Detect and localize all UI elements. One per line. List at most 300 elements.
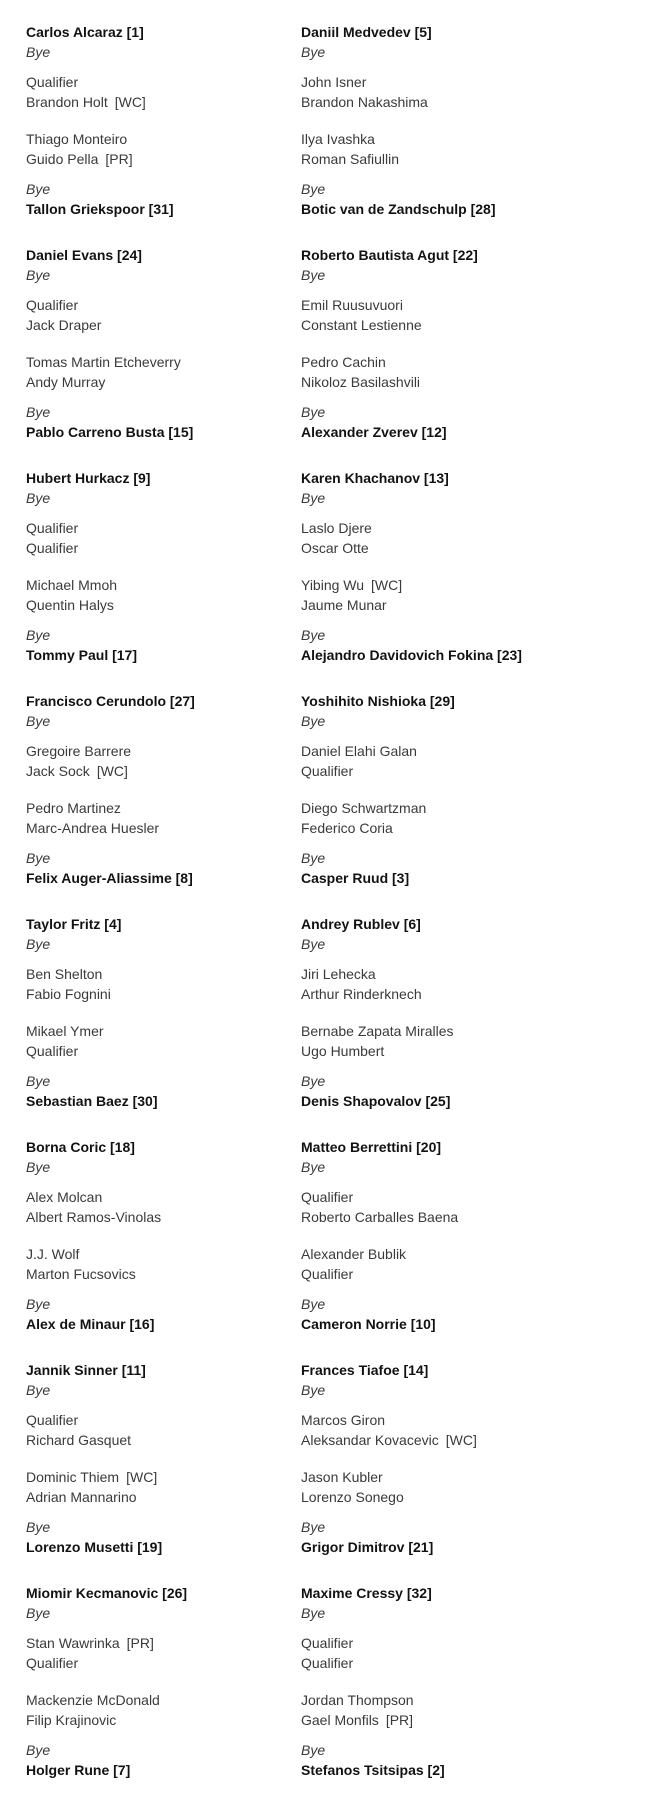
match-pair	[26, 1244, 301, 1284]
bye-label	[301, 1071, 576, 1091]
player-name	[26, 741, 301, 761]
match-pair	[301, 295, 576, 335]
match-pair	[301, 1517, 576, 1557]
entry-text: Richard Gasquet	[26, 1432, 132, 1448]
entry-text: Bye	[301, 627, 326, 643]
match-pair	[26, 798, 301, 838]
entry-text: Lorenzo Musetti [19]	[26, 1539, 163, 1555]
seed-player-name	[26, 1360, 301, 1380]
match-pair	[301, 245, 576, 285]
entry-text: Alex de Minaur [16]	[26, 1316, 155, 1332]
match-pair	[26, 1633, 301, 1673]
entry-text: Alexander Bublik	[301, 1246, 407, 1262]
entry-text: Marton Fucsovics	[26, 1266, 136, 1282]
draw-section	[301, 1137, 576, 1334]
entry-text: Carlos Alcaraz [1]	[26, 24, 144, 40]
player-name	[26, 818, 301, 838]
entry-text: Hubert Hurkacz [9]	[26, 470, 151, 486]
entry-text: Laslo Djere	[301, 520, 372, 536]
entry-text: Guido Pella	[26, 151, 99, 167]
entry-text: Bye	[26, 404, 51, 420]
player-name	[301, 1633, 576, 1653]
entry-text: Adrian Mannarino	[26, 1489, 137, 1505]
seed-player-name	[26, 468, 301, 488]
entry-text: Cameron Norrie [10]	[301, 1316, 436, 1332]
entry-text: Nikoloz Basilashvili	[301, 374, 421, 390]
entry-text: Bye	[26, 1742, 51, 1758]
entry-text: Bye	[26, 1073, 51, 1089]
bye-label	[26, 1603, 301, 1623]
player-name	[301, 818, 576, 838]
player-name	[301, 1041, 576, 1061]
entry-text: Stefanos Tsitsipas [2]	[301, 1762, 445, 1778]
entry-text: Aleksandar Kovacevic	[301, 1432, 439, 1448]
player-name	[301, 1467, 576, 1487]
entry-text: Daniel Evans [24]	[26, 247, 142, 263]
match-pair	[26, 1517, 301, 1557]
match-pair	[301, 1740, 576, 1780]
match-pair	[26, 179, 301, 219]
entry-text: Diego Schwartzman	[301, 800, 427, 816]
match-pair	[301, 129, 576, 169]
bye-label	[26, 934, 301, 954]
entry-text: Qualifier	[26, 297, 79, 313]
entry-text: Bye	[301, 1605, 326, 1621]
entry-text: Qualifier	[301, 763, 354, 779]
player-name	[26, 352, 301, 372]
entry-text: Qualifier	[301, 1635, 354, 1651]
entry-text: John Isner	[301, 74, 367, 90]
player-name	[301, 575, 576, 595]
entry-text: Qualifier	[301, 1266, 354, 1282]
entry-text: Jannik Sinner [11]	[26, 1362, 146, 1378]
player-name	[301, 964, 576, 984]
player-name	[301, 984, 576, 1004]
seed-player-name	[26, 1583, 301, 1603]
match-pair	[26, 741, 301, 781]
draw-section	[26, 22, 301, 219]
player-name	[26, 1430, 301, 1450]
match-pair	[26, 1740, 301, 1780]
entry-status-tag: [PR]	[105, 151, 133, 167]
seed-player-name	[301, 1091, 576, 1111]
seed-player-name	[301, 868, 576, 888]
player-name	[26, 1690, 301, 1710]
player-name	[26, 92, 301, 112]
entry-text: Brandon Nakashima	[301, 94, 428, 110]
player-name	[26, 798, 301, 818]
draw-section	[26, 468, 301, 665]
entry-text: Roberto Bautista Agut [22]	[301, 247, 478, 263]
bye-label	[301, 711, 576, 731]
player-name	[301, 798, 576, 818]
entry-text: Bye	[301, 1382, 326, 1398]
player-name	[26, 761, 301, 781]
entry-text: Botic van de Zandschulp [28]	[301, 201, 496, 217]
match-pair	[301, 72, 576, 112]
draw-column-left	[26, 22, 301, 1806]
seed-player-name	[301, 1583, 576, 1603]
player-name	[301, 129, 576, 149]
entry-text: Maxime Cressy [32]	[301, 1585, 432, 1601]
draw-section	[26, 1137, 301, 1334]
player-name	[26, 575, 301, 595]
player-name	[301, 1021, 576, 1041]
entry-status-tag: [PR]	[126, 1635, 154, 1651]
match-pair	[301, 848, 576, 888]
match-pair	[26, 72, 301, 112]
match-pair	[26, 848, 301, 888]
entry-text: Mackenzie McDonald	[26, 1692, 160, 1708]
player-name	[26, 1021, 301, 1041]
entry-text: Bye	[26, 181, 51, 197]
entry-text: Andrey Rublev [6]	[301, 916, 421, 932]
player-name	[301, 1410, 576, 1430]
seed-player-name	[301, 422, 576, 442]
entry-text: Alexander Zverev [12]	[301, 424, 447, 440]
draw-section	[301, 691, 576, 888]
bye-label	[301, 265, 576, 285]
seed-player-name	[26, 1537, 301, 1557]
entry-text: Felix Auger-Aliassime [8]	[26, 870, 193, 886]
player-name	[26, 595, 301, 615]
draw-section	[301, 468, 576, 665]
player-name	[26, 1207, 301, 1227]
player-name	[26, 372, 301, 392]
match-pair	[26, 295, 301, 335]
match-pair	[301, 1633, 576, 1673]
player-name	[301, 1244, 576, 1264]
entry-text: Bernabe Zapata Miralles	[301, 1023, 454, 1039]
player-name	[26, 295, 301, 315]
entry-text: Marc-Andrea Huesler	[26, 820, 160, 836]
entry-text: Bye	[26, 44, 51, 60]
match-pair	[301, 22, 576, 62]
seed-player-name	[26, 22, 301, 42]
entry-text: Albert Ramos-Vinolas	[26, 1209, 162, 1225]
entry-text: Matteo Berrettini [20]	[301, 1139, 442, 1155]
entry-text: Jack Draper	[26, 317, 102, 333]
match-pair	[301, 1410, 576, 1450]
entry-text: Pablo Carreno Busta [15]	[26, 424, 194, 440]
player-name	[26, 1710, 301, 1730]
player-name	[301, 595, 576, 615]
entry-status-tag: [WC]	[371, 577, 403, 593]
entry-text: Bye	[26, 1605, 51, 1621]
player-name	[301, 538, 576, 558]
seed-player-name	[301, 468, 576, 488]
seed-player-name	[26, 691, 301, 711]
draw-section	[26, 914, 301, 1111]
entry-text: Qualifier	[26, 74, 79, 90]
draw-section	[26, 1583, 301, 1780]
match-pair	[301, 798, 576, 838]
match-pair	[26, 402, 301, 442]
draw-section	[301, 914, 576, 1111]
player-name	[26, 1467, 301, 1487]
bye-label	[301, 625, 576, 645]
entry-text: Jason Kubler	[301, 1469, 383, 1485]
match-pair	[301, 964, 576, 1004]
bye-label	[301, 1294, 576, 1314]
entry-text: Bye	[301, 181, 326, 197]
entry-text: Tomas Martin Etcheverry	[26, 354, 181, 370]
bye-label	[301, 42, 576, 62]
entry-text: Borna Coric [18]	[26, 1139, 135, 1155]
seed-player-name	[301, 914, 576, 934]
seed-player-name	[26, 868, 301, 888]
match-pair	[301, 1690, 576, 1730]
entry-text: Taylor Fritz [4]	[26, 916, 122, 932]
entry-text: Bye	[26, 1159, 51, 1175]
player-name	[26, 1041, 301, 1061]
bye-label	[26, 1380, 301, 1400]
match-pair	[301, 352, 576, 392]
seed-player-name	[26, 1137, 301, 1157]
bye-label	[301, 934, 576, 954]
entry-text: Marcos Giron	[301, 1412, 386, 1428]
seed-player-name	[301, 1314, 576, 1334]
bye-label	[301, 402, 576, 422]
entry-text: Bye	[301, 1742, 326, 1758]
seed-player-name	[26, 199, 301, 219]
entry-text: Pedro Martinez	[26, 800, 121, 816]
draw-section	[26, 245, 301, 442]
match-pair	[26, 625, 301, 665]
player-name	[26, 538, 301, 558]
draw-section	[301, 22, 576, 219]
draw-section	[26, 1360, 301, 1557]
player-name	[301, 1690, 576, 1710]
entry-text: Bye	[26, 627, 51, 643]
player-name	[301, 761, 576, 781]
match-pair	[26, 1137, 301, 1177]
player-name	[26, 315, 301, 335]
seed-player-name	[26, 1760, 301, 1780]
entry-text: Ugo Humbert	[301, 1043, 385, 1059]
bye-label	[26, 1071, 301, 1091]
entry-text: Arthur Rinderknech	[301, 986, 422, 1002]
entry-text: Gregoire Barrere	[26, 743, 132, 759]
player-name	[301, 149, 576, 169]
entry-text: Bye	[301, 936, 326, 952]
seed-player-name	[26, 914, 301, 934]
player-name	[301, 741, 576, 761]
seed-player-name	[301, 1137, 576, 1157]
entry-status-tag: [WC]	[445, 1432, 477, 1448]
entry-text: Mikael Ymer	[26, 1023, 104, 1039]
entry-text: Bye	[301, 490, 326, 506]
bye-label	[301, 1740, 576, 1760]
entry-text: Oscar Otte	[301, 540, 369, 556]
bye-label	[301, 179, 576, 199]
seed-player-name	[301, 22, 576, 42]
match-pair	[26, 245, 301, 285]
seed-player-name	[26, 245, 301, 265]
entry-text: J.J. Wolf	[26, 1246, 80, 1262]
entry-text: Qualifier	[26, 1655, 79, 1671]
entry-text: Bye	[301, 44, 326, 60]
entry-text: Bye	[301, 267, 326, 283]
entry-text: Bye	[26, 1382, 51, 1398]
entry-text: Federico Coria	[301, 820, 393, 836]
match-pair	[301, 179, 576, 219]
entry-text: Ben Shelton	[26, 966, 103, 982]
entry-status-tag: [WC]	[126, 1469, 158, 1485]
seed-player-name	[26, 1091, 301, 1111]
entry-status-tag: [WC]	[96, 763, 128, 779]
player-name	[26, 72, 301, 92]
player-name	[26, 1633, 301, 1653]
entry-text: Daniil Medvedev [5]	[301, 24, 432, 40]
player-name	[301, 1187, 576, 1207]
entry-text: Bye	[301, 1159, 326, 1175]
entry-text: Bye	[26, 490, 51, 506]
bye-label	[26, 1517, 301, 1537]
match-pair	[301, 625, 576, 665]
entry-text: Bye	[301, 1073, 326, 1089]
match-pair	[26, 914, 301, 954]
entry-text: Fabio Fognini	[26, 986, 111, 1002]
entry-text: Yibing Wu	[301, 577, 365, 593]
entry-text: Karen Khachanov [13]	[301, 470, 449, 486]
seed-player-name	[26, 645, 301, 665]
match-pair	[301, 1360, 576, 1400]
bye-label	[26, 402, 301, 422]
entry-text: Quentin Halys	[26, 597, 114, 613]
entry-text: Sebastian Baez [30]	[26, 1093, 158, 1109]
entry-status-tag: [PR]	[385, 1712, 414, 1728]
bye-label	[301, 1380, 576, 1400]
entry-text: Qualifier	[26, 520, 79, 536]
player-name	[26, 984, 301, 1004]
draw-section	[26, 691, 301, 888]
entry-text: Qualifier	[26, 1043, 79, 1059]
entry-text: Stan Wawrinka	[26, 1635, 120, 1651]
entry-text: Andy Murray	[26, 374, 106, 390]
bye-label	[26, 179, 301, 199]
match-pair	[26, 964, 301, 1004]
entry-text: Michael Mmoh	[26, 577, 118, 593]
match-pair	[26, 1294, 301, 1334]
seed-player-name	[301, 645, 576, 665]
player-name	[301, 1264, 576, 1284]
entry-text: Gael Monfils	[301, 1712, 379, 1728]
seed-player-name	[26, 422, 301, 442]
match-pair	[301, 1583, 576, 1623]
bye-label	[26, 1294, 301, 1314]
entry-text: Roberto Carballes Baena	[301, 1209, 459, 1225]
match-pair	[301, 1021, 576, 1061]
entry-text: Daniel Elahi Galan	[301, 743, 417, 759]
entry-text: Jack Sock	[26, 763, 90, 779]
entry-text: Holger Rune [7]	[26, 1762, 131, 1778]
entry-text: Bye	[301, 850, 326, 866]
seed-player-name	[301, 1537, 576, 1557]
player-name	[301, 1207, 576, 1227]
bye-label	[301, 848, 576, 868]
bye-label	[26, 711, 301, 731]
seed-player-name	[301, 1760, 576, 1780]
bye-label	[26, 625, 301, 645]
entry-text: Roman Safiullin	[301, 151, 400, 167]
player-name	[26, 1653, 301, 1673]
match-pair	[26, 22, 301, 62]
match-pair	[26, 1360, 301, 1400]
seed-player-name	[301, 245, 576, 265]
player-name	[301, 92, 576, 112]
player-name	[301, 372, 576, 392]
entry-text: Bye	[301, 1296, 326, 1312]
entry-text: Miomir Kecmanovic [26]	[26, 1585, 188, 1601]
entry-text: Qualifier	[26, 1412, 79, 1428]
match-pair	[26, 129, 301, 169]
match-pair	[26, 518, 301, 558]
draw-column-right	[301, 22, 576, 1806]
match-pair	[301, 518, 576, 558]
player-name	[301, 1653, 576, 1673]
match-pair	[26, 1467, 301, 1507]
player-name	[301, 1430, 576, 1450]
player-name	[26, 1410, 301, 1430]
match-pair	[301, 1244, 576, 1284]
entry-text: Tommy Paul [17]	[26, 647, 137, 663]
player-name	[26, 1487, 301, 1507]
match-pair	[301, 1467, 576, 1507]
player-name	[301, 1487, 576, 1507]
entry-text: Jiri Lehecka	[301, 966, 376, 982]
entry-text: Denis Shapovalov [25]	[301, 1093, 451, 1109]
entry-text: Alex Molcan	[26, 1189, 103, 1205]
match-pair	[301, 1294, 576, 1334]
player-name	[26, 964, 301, 984]
seed-player-name	[301, 199, 576, 219]
player-name	[26, 1187, 301, 1207]
bye-label	[26, 848, 301, 868]
entry-text: Brandon Holt	[26, 94, 108, 110]
match-pair	[301, 691, 576, 731]
entry-text: Bye	[26, 936, 51, 952]
entry-text: Bye	[26, 267, 51, 283]
bye-label	[26, 265, 301, 285]
draw-section	[301, 1360, 576, 1557]
match-pair	[301, 468, 576, 508]
entry-text: Dominic Thiem	[26, 1469, 120, 1485]
bye-label	[26, 1157, 301, 1177]
match-pair	[26, 691, 301, 731]
bye-label	[26, 42, 301, 62]
match-pair	[26, 1583, 301, 1623]
entry-text: Qualifier	[301, 1189, 354, 1205]
seed-player-name	[26, 1314, 301, 1334]
bye-label	[301, 1603, 576, 1623]
player-name	[301, 72, 576, 92]
entry-text: Frances Tiafoe [14]	[301, 1362, 429, 1378]
player-name	[26, 149, 301, 169]
player-name	[301, 315, 576, 335]
entry-text: Qualifier	[301, 1655, 354, 1671]
match-pair	[26, 468, 301, 508]
entry-text: Bye	[26, 850, 51, 866]
player-name	[26, 518, 301, 538]
match-pair	[301, 914, 576, 954]
player-name	[301, 352, 576, 372]
match-pair	[26, 1410, 301, 1450]
bye-label	[301, 1157, 576, 1177]
entry-text: Bye	[301, 404, 326, 420]
entry-text: Lorenzo Sonego	[301, 1489, 404, 1505]
player-name	[26, 1264, 301, 1284]
